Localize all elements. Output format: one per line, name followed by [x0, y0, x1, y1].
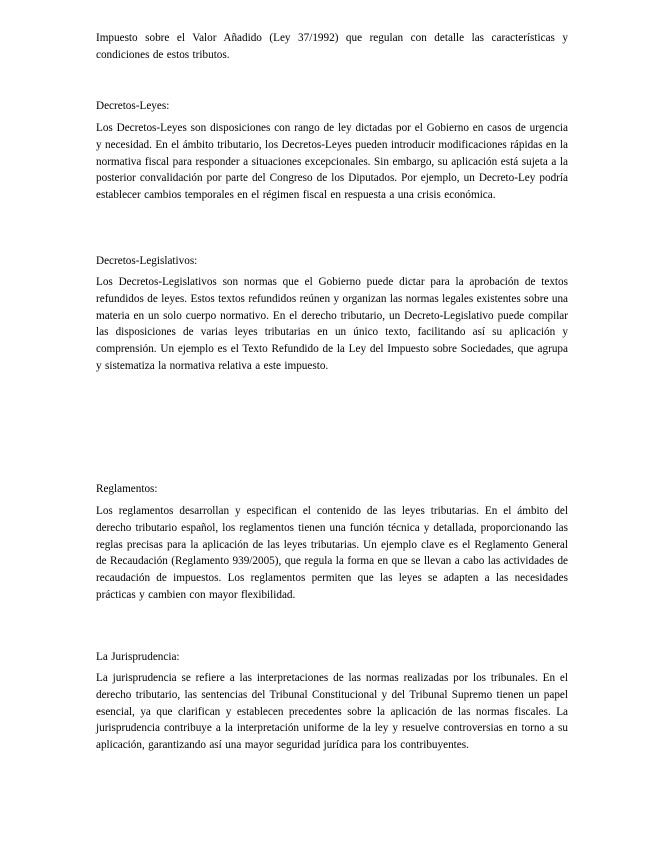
section-body-reglamentos: Los reglamentos desarrollan y especifican el contenido de las leyes tributarias. En el ámbito del derecho tributario español, los reglamentos tienen una función técnica y detallada, proporcionando las reglas precisas para la aplicación de las leyes tributarias. Un ejemplo clave es el Reglamento General de Recaudación (Reglamento 939/2005), que regula la forma en que se llevan a cabo las actividades de recaudación de impuestos. Los reglamentos permiten que las leyes se adapten a las necesidades prácticas y cambien con mayor flexibilidad. — [96, 505, 568, 601]
section-heading-decretos-leyes: Decretos-Leyes: — [96, 100, 170, 112]
section-heading-jurisprudencia: La Jurisprudencia: — [96, 651, 180, 663]
section-body-jurisprudencia: La jurisprudencia se refiere a las interpretaciones de las normas realizadas por los tribunales. En el derecho tributario, las sentencias del Tribunal Constitucional y del Tribunal Supremo tienen un papel esencial, ya que clarifican y establecen precedentes sobre la aplicación de las normas fiscales. La jurisprudencia contribuye a la interpretación uniforme de la ley y resuelve controversias en torno a su aplicación, garantizando así una mayor seguridad jurídica para los contribuyentes. — [96, 672, 568, 752]
intro-paragraph: Impuesto sobre el Valor Añadido (Ley 37/1992) que regulan con detalle las características y condiciones de estos tributos. — [96, 32, 568, 61]
section-body-decretos-leyes: Los Decretos-Leyes son disposiciones con rango de ley dictadas por el Gobierno en casos de urgencia y necesidad. En el ámbito tributario, los Decretos-Leyes pueden introducir modificaciones rápidas en la normativa fiscal para responder a situaciones excepcionales. Sin embargo, su aplicación está sujeta a la posterior convalidación por parte del Congreso de los Diputados. Por ejemplo, un Decreto-Ley podría establecer cambios temporales en el régimen fiscal en respuesta a una crisis económica. — [96, 122, 568, 202]
section-heading-decretos-legislativos: Decretos-Legislativos: — [96, 255, 198, 267]
section-heading-reglamentos: Reglamentos: — [96, 483, 158, 495]
section-body-decretos-legislativos: Los Decretos-Legislativos son normas que el Gobierno puede dictar para la aprobación de textos refundidos de leyes. Estos textos refundidos reúnen y organizan las normas legales existentes sobre una materia en un solo cuerpo normativo. En el derecho tributario, un Decreto-Legislativo puede compilar las disposiciones de varias leyes tributarias en un único texto, facilitando así su aplicación y comprensión. Un ejemplo es el Texto Refundido de la Ley del Impuesto sobre Sociedades, que agrupa y sistematiza la normativa relativa a este impuesto. — [96, 276, 568, 372]
